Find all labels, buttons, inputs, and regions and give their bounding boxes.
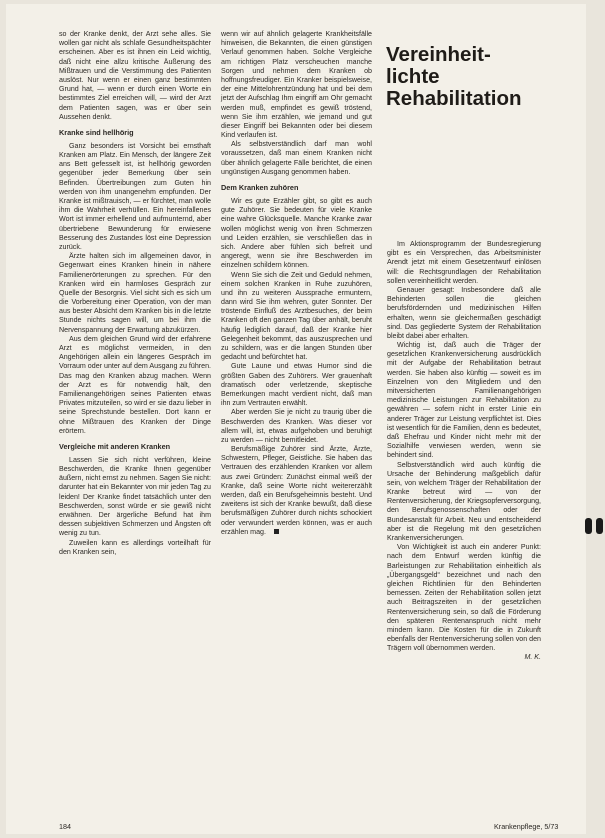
paragraph: Wenn Sie sich die Zeit und Geduld nehmen, einem solchen Kranken in Ruhe zuzuhören, und ihn zu weiteren Aussprache ermuntern, dann wird Sie ihm wehren, guter Sonnter. Der tröstende Einfluß des Arztbesuches, der beim Kranken oft den ganzen Tag über anhält, beruht häufig lediglich darauf, daß der Kranke hier Gelegenheit bekommt, das auszusprechen und zu schildern, was er die langen Stunden über gedacht und befürchtet hat. — [221, 270, 372, 362]
magazine-page — [6, 4, 586, 834]
section-heading: Dem Kranken zuhören — [221, 183, 299, 192]
title-line: Vereinheit- — [386, 43, 491, 66]
paragraph: Wichtig ist, daß auch die Träger der gesetzlichen Krankenversicherung ausdrücklich mit der Aufgabe der Rehabilitation betraut werden. Sie haben also künftig — soweit es im Einzelnen von den Mitgliedern und den mitversicherten Familienangehörigen medizinische Leistungen zur Rehabilitation zu gewähren — sofern nicht in erster Linie ein anderer Träger zur Leistung verpflichtet ist. Dies ist wesentlich für die Familien, denn es bedeutet, daß Ehefrau und Kinder nicht mehr mit der Sozialhilfe verwiesen werden, wenn sie behindert sind. — [387, 341, 541, 460]
column-left — [59, 30, 211, 557]
paragraph: so der Kranke denkt, der Arzt sehe alles. Sie wollen gar nicht als schlafe Gesundheitspächter erscheinen. Aber es ist ihnen ein Leid wichtig, daß nicht eine allzu kritische Äußerung des Mißtrauen und die Verstimmung des Patienten auslöst. Nur wenn er einen ganz bestimmten Grund hat, — wenn er durch einen Worte ein bestimmtes Ziel erreichen will, — wird der Arzt dem Patienten sagen, was er über sein Aussehen denkt. — [59, 30, 211, 121]
paragraph-text: Berufsmäßige Zuhörer sind Ärzte, Ärzte, Schwestern, Pfleger, Geistliche. Sie haben das Vertrauen des erzählenden Kranken vor allem aus zwei Gründen: Zunächst einmal weiß der Kranke, daß seine Worte nicht weitererzählt werden, daß ein Berufsgeheimnis besteht. Und zweitens ist sich der Kranke bewußt, daß diese berufsmäßigen Zuhörer durch nichts schockiert oder verwundert werden können, was er auch erzählen mag. — [221, 445, 372, 536]
binding-mark-icon — [585, 518, 592, 534]
author-initials: M. K. — [524, 653, 541, 662]
article-title — [386, 44, 566, 110]
column-middle — [221, 30, 372, 537]
paragraph: Lassen Sie sich nicht verführen, kleine Beschwerden, die Kranke Ihnen gegenüber äußern, nicht ernst zu nehmen. Sagen Sie nicht: darunter hat ein Bekannter von mir jeden Tag zu leiden! Der Kranke findet tatsächlich unter den Beschwerden, sonst würde er sie gewiß nicht erwähnen. Der ärgerliche Befund hat ihm dessen subjektiven Schmerzen und Ängsten oft wenig zu tun. — [59, 455, 211, 538]
section-heading: Kranke sind hellhörig — [59, 127, 134, 137]
paragraph: wenn wir auf ähnlich gelagerte Krankheitsfälle hinweisen, die Bekannten, die einen günstigen Verlauf genommen haben. Solche Vergleiche am richtigen Platz verscheuchen manche Sorgen und nehmen dem Kranken ob hoffnungsfreudiger. Ein Kranker beispielsweise, der eine Mittelohrentzündung hat und bei dem jetzt der Aufschlag Ihm eingriff am Ohr gemacht werden muß, empfindet es gewiß tröstend, wenn Sie ihm erzählen, wie jemand und gut dieser Eingriff bei Bekannten oder bei diesem Kind verlaufen ist. — [221, 30, 372, 140]
column-right — [387, 240, 541, 663]
paragraph: Aber werden Sie je nicht zu traurig über die Beschwerden des Kranken. Was dieser vor allem will, ist, etwas aufgehoben und beruhigt zu werden — nicht bemitleidet. — [221, 408, 372, 444]
paragraph: Genauer gesagt: Insbesondere daß alle Behinderten sollen die gleichen berufsfördernden und medizinischen Hilfen erhalten, wenn sie gleichermaßen geschädigt sind. Das gegliederte System der Rehabilitation bleibt dabei aber erhalten. — [387, 285, 541, 340]
paragraph: Ärzte halten sich im allgemeinen davor, in Gegenwart eines Kranken hinein in nähere Familienerörterungen zu sprechen. Für den Kranken wird ein harmloses Gespräch zur Quelle der Besorgnis. Viel sicht sich es sich um die Vorbereitung einer Operation, von der man aus bester Absicht dem Kranken bis in die letzte Stunde nichts sagen will, um bei ihm die Nervenspannung der Erwartung abzukürzen. — [59, 252, 211, 334]
page-number: 184 — [59, 822, 71, 831]
title-line: Rehabilitation — [386, 87, 522, 110]
paragraph: Als selbstverständlich darf man wohl voraussetzen, daß man einem Kranken nicht über ähnlich gelagerte Fälle berichtet, die einen ungünstigen Ausgang genommen haben. — [221, 140, 372, 176]
paragraph: Selbstverständlich wird auch künftig die Ursache der Behinderung maßgeblich dafür sein, von welchem Träger der Rehabilitation der Kranke betreut wird — von der Rentenversicherung, der Kriegsopferversorgung, den Berufsgenossenschaften oder der Bundesanstalt für Arbeit. Neu und entscheidend aber ist die Regelung mit den gesetzlichen Krankenversicherungen. — [387, 460, 541, 542]
journal-reference: Krankenpflege, 5/73 — [494, 822, 559, 831]
paragraph — [221, 445, 372, 537]
binding-mark-icon — [596, 518, 603, 534]
paragraph: Ganz besonders ist Vorsicht bei ernsthaft Kranken am Platz. Ein Mensch, der längere Zeit ans Bett gefesselt ist, ist hellhörig geworden gegenüber jeder Bemerkung über sein Befinden. Übertreibungen zum Guten hin werden von ihm unangenehm empfunden. Der Kranke ist mißtrauisch, — er fürchtet, man wolle ihm die Wahrheit verhüllen. Ein hereinfallenes Wort ist immer erhellend und aufmunternd, aber übertriebene Bewunderung für erwiesene Besserung des Zustandes löst eine Depression zurück. — [59, 141, 211, 251]
paragraph: Im Aktionsprogramm der Bundesregierung gibt es ein Versprechen, das Arbeitsminister Arendt jetzt mit einem Gesetzentwurf einlösen will: die Rechtsgrundlagen der Rehabilitation sollen vereinheitlicht werden. — [387, 240, 541, 285]
title-line: lichte — [386, 65, 440, 88]
paragraph: Wir es gute Erzähler gibt, so gibt es auch gute Zuhörer. Sie bedeuten für viele Kranke eine wahre Glücksquelle. Manche Kranke zwar wollen möglichst wenig von ihren Schmerzen und Leiden erzählen, sie verschließen das in sich. Andere aber fühlen sich befreit und angeregt, wenn sie ihre Beschwerden im einzelnen schildern können. — [221, 197, 372, 270]
paragraph: Gute Laune und etwas Humor sind die größten Gaben des Zuhörers. Wer grauenhaft dramatisch oder verletzende, skeptische Bemerkungen macht verdient nicht, daß man ihn zum Vertrauten erwählt. — [221, 362, 372, 408]
end-of-article-mark — [274, 529, 279, 534]
paragraph: Zuweilen kann es allerdings vorteilhaft für den Kranken sein, — [59, 538, 211, 556]
section-heading: Vergleiche mit anderen Kranken — [59, 441, 171, 451]
paragraph: Aus dem gleichen Grund wird der erfahrene Arzt es möglichst vermeiden, in den Angehörigen allein ein längeres Gespräch im Vorraum oder unter auf dem Ausgang zu führen. Das mag den Kranken abzug machen. Wenn der Arzt es für notwendig hält, den Familienangehörigen seines Patienten etwas Privates mitzuteilen, so wird er sie dazu lieber in seine Sprechstunde bestellen. Dort kann er ohne Mißtrauen des Kranken der Dinge erörtern. — [59, 334, 211, 435]
paragraph: Von Wichtigkeit ist auch ein anderer Punkt: nach dem Entwurf werden künftig die Barleistungen zur Rehabilitation einheitlich als „Übergangsgeld“ bezeichnet und nach den gleichen Richtlinien für den Behinderten bemessen. Zeiten der Rehabilitation sollen jetzt auch Beitragszeiten in der gesetzlichen Rentenversicherung sein, so daß die Förderung den späteren Rentenanspruch nicht mehr mindern kann. Die Kosten für die in Zukunft ebenfalls der Rentenversicherung sollen von den Trägern voll übernommen werden. — [387, 543, 541, 653]
